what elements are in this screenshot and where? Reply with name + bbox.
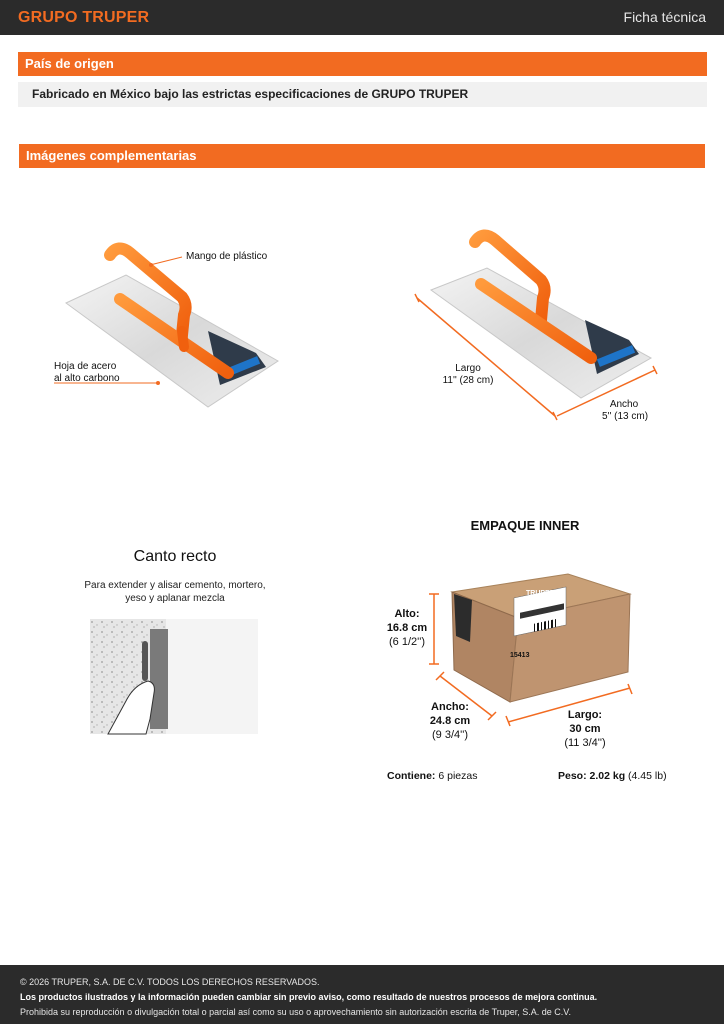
box-largo-in: (11 3/4'') xyxy=(564,737,606,749)
alto-cm: 16.8 cm xyxy=(386,622,428,634)
empaque-title: EMPAQUE INNER xyxy=(470,518,580,533)
largo-value: 11'' (28 cm) xyxy=(442,375,494,386)
peso-kg: 2.02 kg xyxy=(589,770,626,782)
alto-in: (6 1/2'') xyxy=(389,636,425,648)
section-images-title: Imágenes complementarias xyxy=(19,144,705,168)
peso-lb: (4.45 lb) xyxy=(628,770,667,782)
blade-label-line2: al alto carbono xyxy=(54,373,120,384)
section-origin-title: País de origen xyxy=(18,52,707,76)
ancho-value: 5'' (13 cm) xyxy=(601,411,649,422)
canto-description xyxy=(80,579,270,605)
top-bar xyxy=(0,0,724,35)
peso-row xyxy=(558,770,667,782)
footer-legal: Prohibida su reproducción o divulgación total o parcial así como su uso o aprovechamiento sin autorización escrita de Truper, S.A. de C.V. xyxy=(20,1007,571,1017)
trowel-image-2 xyxy=(415,228,675,428)
footer xyxy=(0,965,724,1024)
handle-label: Mango de plástico xyxy=(186,251,268,262)
ancho-label: Ancho xyxy=(609,399,639,410)
brand-logo: GRUPO TRUPER xyxy=(18,9,150,26)
box-largo-cm: 30 cm xyxy=(569,723,601,735)
box-largo-label: Largo: xyxy=(567,709,603,721)
canto-title: Canto recto xyxy=(133,548,217,565)
peso-label: Peso: xyxy=(558,770,587,782)
box-ancho-label: Ancho: xyxy=(431,701,469,713)
box-code: 15413 xyxy=(510,652,530,659)
footer-notice: Los productos ilustrados y la información pueden cambiar sin previo aviso, como resultado de nuestros procesos de mejora continua. xyxy=(20,992,598,1002)
origin-text: Fabricado en México bajo las estrictas especificaciones de GRUPO TRUPER xyxy=(18,82,707,107)
handle-callout-line xyxy=(150,255,190,269)
blade-label-line1: Hoja de acero xyxy=(54,361,117,372)
box-brand: TRUPER xyxy=(526,590,555,597)
contiene-row xyxy=(387,770,477,782)
box-ancho-cm: 24.8 cm xyxy=(429,715,471,727)
contiene-label: Contiene: xyxy=(387,770,436,782)
doc-type-label: Ficha técnica xyxy=(623,9,706,25)
footer-copyright: © 2026 TRUPER, S.A. DE C.V. TODOS LOS DERECHOS RESERVADOS. xyxy=(20,977,320,987)
canto-desc-line2: yeso y aplanar mezcla xyxy=(125,593,225,604)
alto-group xyxy=(380,607,434,649)
canto-desc-line1: Para extender y alisar cemento, mortero, xyxy=(84,580,266,591)
alto-label: Alto: xyxy=(394,608,420,620)
largo-label: Largo xyxy=(455,363,481,374)
contiene-value: 6 piezas xyxy=(438,770,478,782)
box-ancho-in: (9 3/4'') xyxy=(432,729,468,741)
wall-application-image xyxy=(90,619,258,734)
ancho-group xyxy=(420,700,480,742)
largo-group xyxy=(556,708,614,750)
